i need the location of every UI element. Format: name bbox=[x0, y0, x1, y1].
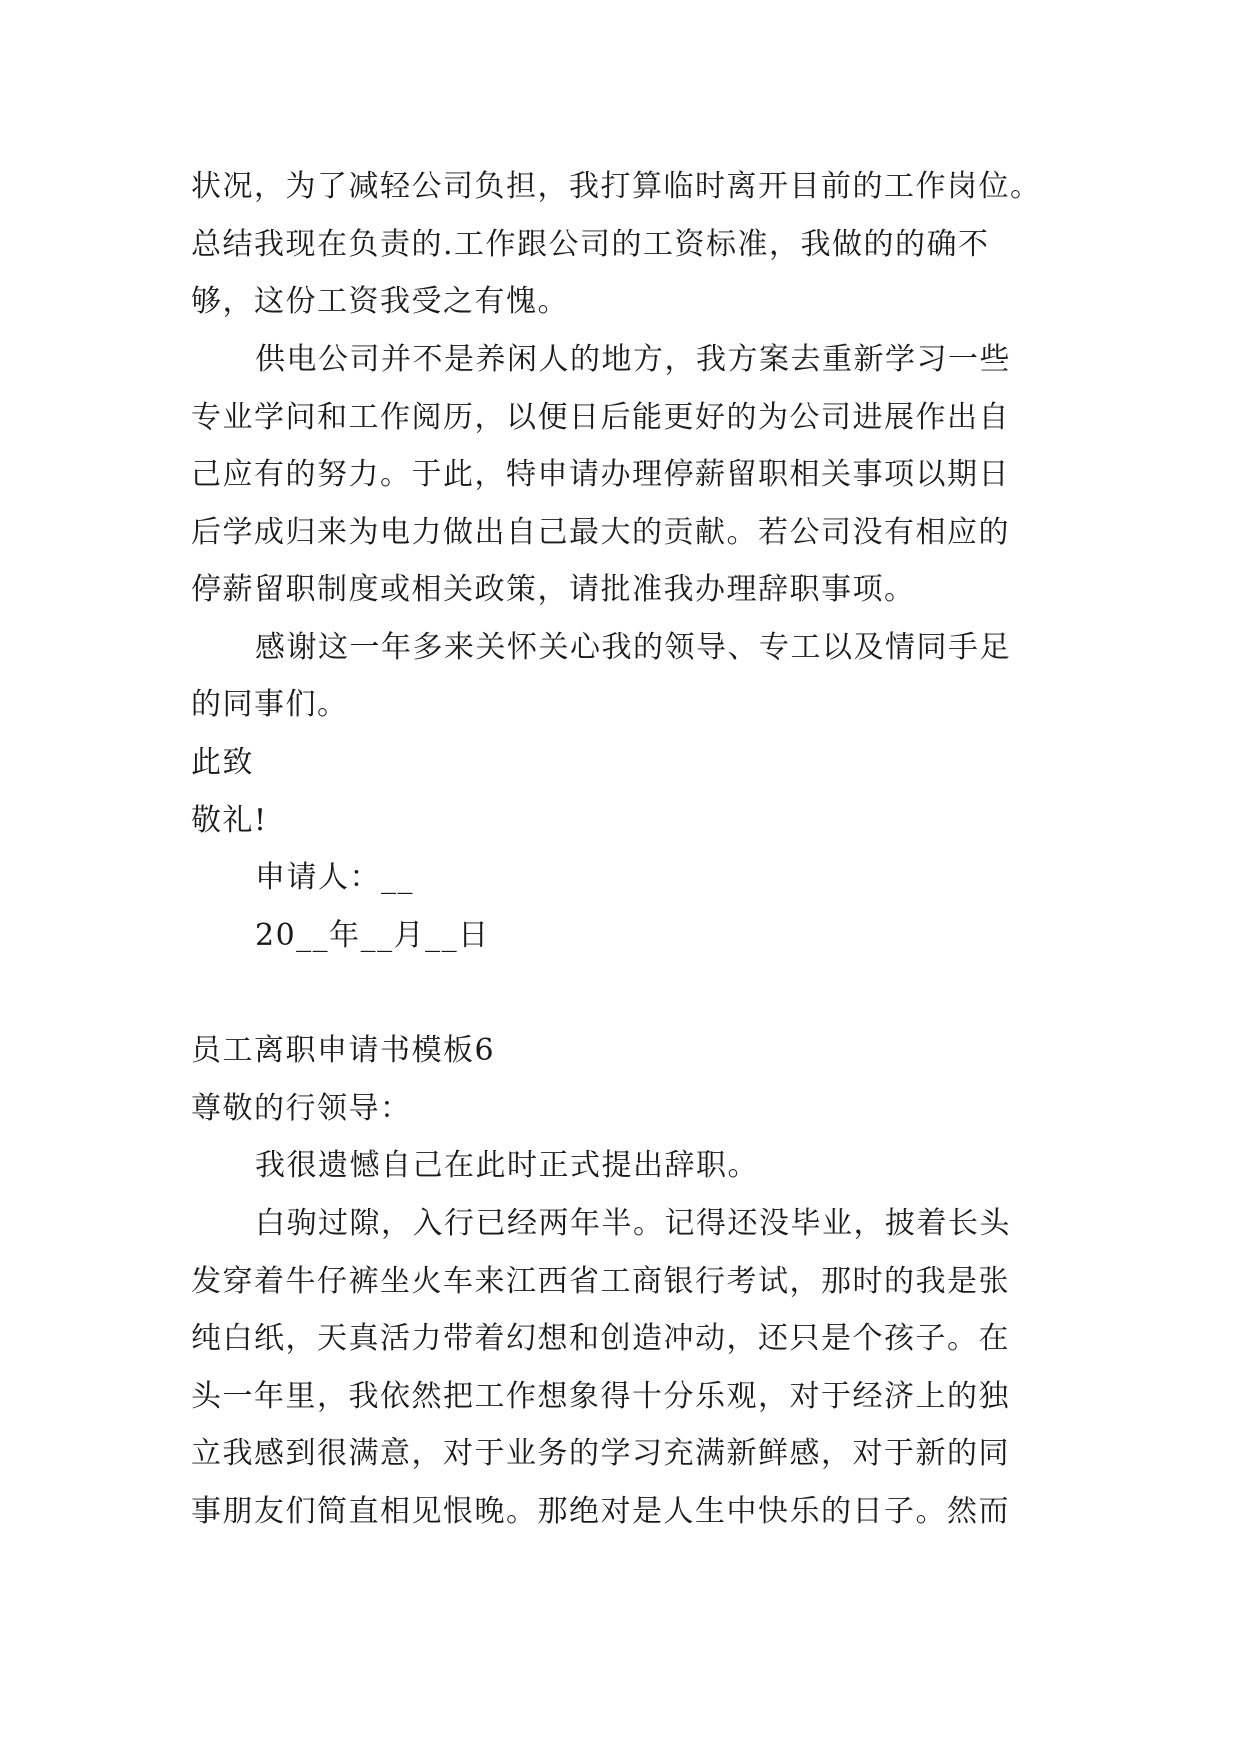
closing-salute: 敬礼! bbox=[191, 803, 268, 838]
text-line: 总结我现在负责的.工作跟公司的工资标准，我做的的确不 bbox=[191, 227, 990, 262]
text-line: 白驹过隙，入行已经两年半。记得还没毕业，披着长头 bbox=[255, 1206, 1011, 1241]
closing-greeting: 此致 bbox=[191, 745, 254, 780]
text-line: 发穿着牛仔裤坐火车来江西省工商银行考试，那时的我是张 bbox=[191, 1264, 1010, 1299]
text-line: 够，这份工资我受之有愧。 bbox=[191, 284, 569, 319]
date-line: 20__年__月__日 bbox=[255, 918, 490, 953]
text-line: 的同事们。 bbox=[191, 687, 349, 722]
text-line: 感谢这一年多来关怀关心我的领导、专工以及情同手足 bbox=[255, 630, 1011, 665]
section-title: 员工离职申请书模板6 bbox=[191, 1033, 496, 1068]
text-line: 纯白纸，天真活力带着幻想和创造冲动，还只是个孩子。在 bbox=[191, 1321, 1010, 1356]
text-line: 己应有的努力。于此，特申请办理停薪留职相关事项以期日 bbox=[191, 457, 1010, 492]
text-line: 状况，为了减轻公司负担，我打算临时离开目前的工作岗位。 bbox=[191, 169, 1042, 204]
text-line: 头一年里，我依然把工作想象得十分乐观，对于经济上的独 bbox=[191, 1379, 1010, 1414]
text-line: 停薪留职制度或相关政策，请批准我办理辞职事项。 bbox=[191, 572, 916, 607]
text-line: 我很遗憾自己在此时正式提出辞职。 bbox=[255, 1148, 759, 1183]
text-line: 后学成归来为电力做出自己最大的贡献。若公司没有相应的 bbox=[191, 515, 1010, 550]
applicant-line: 申请人：__ bbox=[255, 860, 414, 895]
salutation: 尊敬的行领导： bbox=[191, 1091, 412, 1126]
text-line: 事朋友们简直相见恨晚。那绝对是人生中快乐的日子。然而 bbox=[191, 1494, 1010, 1529]
text-line: 供电公司并不是养闲人的地方，我方案去重新学习一些 bbox=[255, 342, 1011, 377]
text-line: 专业学问和工作阅历，以便日后能更好的为公司进展作出自 bbox=[191, 400, 1010, 435]
text-line: 立我感到很满意，对于业务的学习充满新鲜感，对于新的同 bbox=[191, 1436, 1010, 1471]
